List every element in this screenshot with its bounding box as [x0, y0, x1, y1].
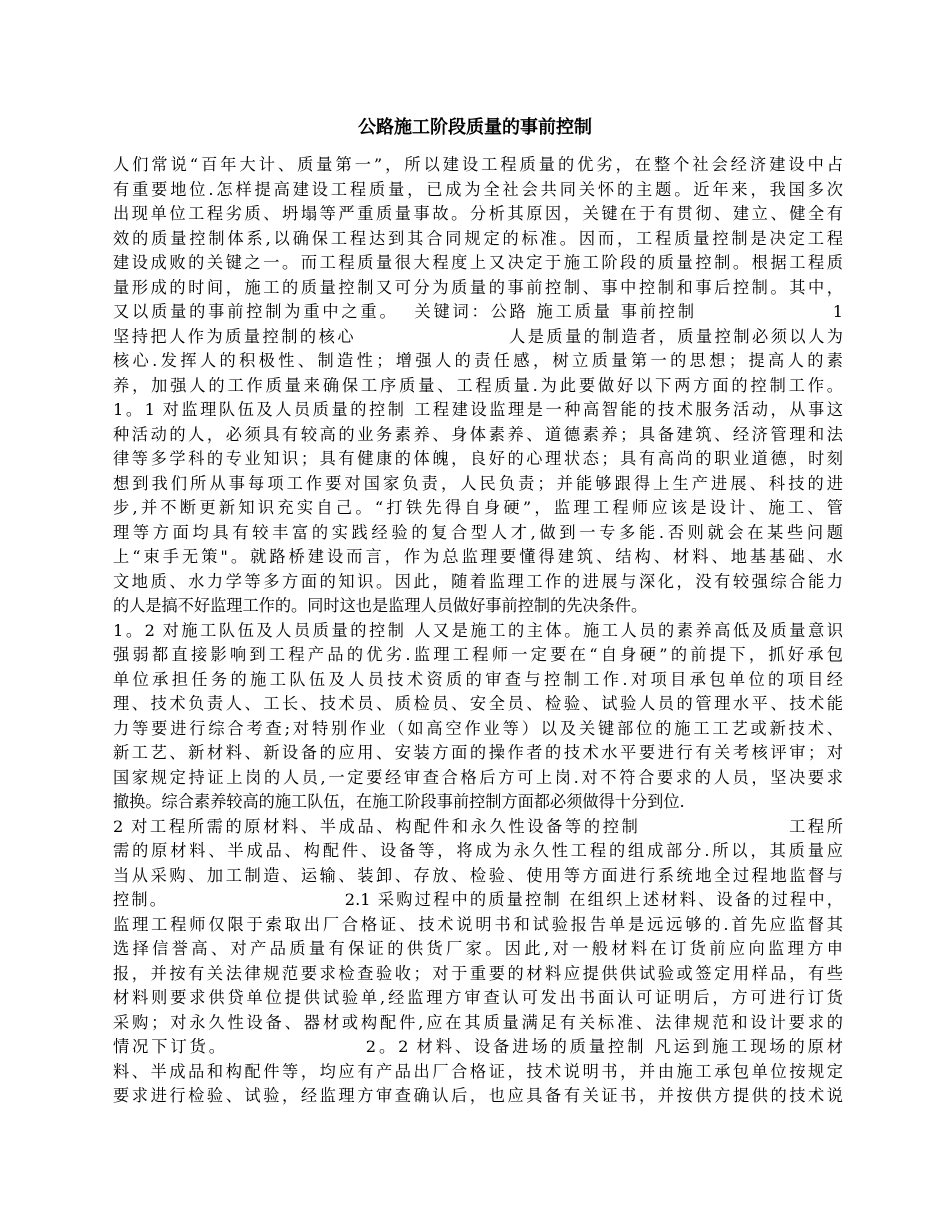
body-line: 料、半成品和构配件等，均应有产品出厂合格证，技术说明书，并由施工承包单位按规定	[113, 1061, 843, 1081]
body-line: 律等多学科的专业知识；具有健康的体魄，良好的心理状态；具有高尚的职业道德，时刻	[113, 449, 843, 468]
document-body	[113, 153, 843, 1109]
body-line: 材料则要求供贷单位提供试验单,经监理方审查认可发出书面认可证明后，方可进行订货	[113, 988, 843, 1007]
body-line: 效的质量控制体系,以确保工程达到其合同规定的标准。因而，工程质量控制是决定工程	[113, 228, 843, 248]
body-line: 理等方面均具有较丰富的实践经验的复合型人才,做到一专多能.否则就会在某些问题	[113, 522, 843, 542]
body-line: 种活动的人，必须具有较高的业务素养、身体素养、道德素养；具备建筑、经济管理和法	[113, 424, 843, 444]
body-line: 文地质、水力学等多方面的知识。因此，随着监理工作的进展与深化，没有较强综合能力	[113, 571, 843, 591]
body-line: 监理工程师仅限于索取出厂合格证、技术说明书和试验报告单是远远够的.首先应监督其	[113, 914, 843, 934]
body-line: 情况下订货。 2。2 材料、设备进场的质量控制 凡运到施工现场的原材	[113, 1037, 843, 1056]
body-line: 1。1 对监理队伍及人员质量的控制 工程建设监理是一种高智能的技术服务活动，从事这	[113, 400, 843, 419]
body-line: 需的原材料、半成品、构配件、设备等，将成为永久性工程的组成部分.所以，其质量应	[113, 841, 843, 860]
body-line: 上“束手无策"。就路桥建设而言，作为总监理要懂得建筑、结构、材料、地基基础、水	[113, 547, 843, 566]
body-line: 报，并按有关法律规范要求检查验收；对于重要的材料应提供供试验或签定用样品，有些	[113, 963, 843, 983]
body-line: 单位承担任务的施工队伍及人员技术资质的审查与控制工作.对项目承包单位的项目经	[113, 669, 843, 689]
body-line: 选择信誉高、对产品质量有保证的供货厂家。因此,对一般材料在订货前应向监理方申	[113, 939, 843, 958]
body-line: 量形成的时间，施工的质量控制又可分为质量的事前控制、事中控制和事后控制。其中，	[113, 277, 843, 297]
body-line: 2 对工程所需的原材料、半成品、构配件和永久性设备等的控制 工程所	[113, 816, 843, 836]
body-line: 核心.发挥人的积极性、制造性；增强人的责任感，树立质量第一的思想；提高人的素	[113, 351, 843, 370]
body-line: 1。2 对施工队伍及人员质量的控制 人又是施工的主体。施工人员的素养高低及质量意识	[113, 620, 843, 640]
body-line: 出现单位工程劣质、坍塌等严重质量事故。分析其原因，关键在于有贯彻、建立、健全有	[113, 204, 843, 223]
body-line: 力等要进行综合考查;对特别作业（如高空作业等）以及关键部位的施工工艺或新技术、	[113, 718, 843, 738]
body-line: 要求进行检验、试验，经监理方审查确认后，也应具备有关证书，并按供方提供的技术说	[113, 1086, 843, 1105]
body-line: 当从采购、加工制造、运输、装卸、存放、检验、使用等方面进行系统地全过程地监督与	[113, 865, 843, 885]
body-line: 建设成败的关键之一。而工程质量很大程度上又决定于施工阶段的质量控制。根据工程质	[113, 253, 843, 272]
body-line: 采购；对永久性设备、器材或构配件,应在其质量满足有关标准、法律规范和设计要求的	[113, 1012, 843, 1032]
body-line: 撤换。综合素养较高的施工队伍，在施工阶段事前控制方面都必须做得十分到位.	[113, 792, 685, 811]
body-line: 坚持把人作为质量控制的核心 人是质量的制造者，质量控制必须以人为	[113, 326, 843, 346]
body-line: 强弱都直接影响到工程产品的优劣.监理工程师一定要在“自身硬”的前提下，抓好承包	[113, 645, 843, 664]
body-line: 人们常说“百年大计、质量第一”，所以建设工程质量的优劣，在整个社会经济建设中占	[113, 155, 843, 174]
body-line: 养，加强人的工作质量来确保工序质量、工程质量.为此要做好以下两方面的控制工作。	[113, 375, 843, 395]
document-title: 公路施工阶段质量的事前控制	[358, 117, 592, 138]
body-line: 国家规定持证上岗的人员,一定要经审查合格后方可上岗.对不符合要求的人员，坚决要求	[113, 767, 843, 787]
body-line: 步,并不断更新知识充实自己。“打铁先得自身硬”，监理工程师应该是设计、施工、管	[113, 498, 843, 517]
body-line: 的人是搞不好监理工作的。同时这也是监理人员做好事前控制的先决条件。	[113, 596, 648, 615]
body-line: 理、技术负责人、工长、技术员、质检员、安全员、检验、试验人员的管理水平、技术能	[113, 694, 843, 713]
body-line: 控制。 2.1 采购过程中的质量控制 在组织上述材料、设备的过程中，	[113, 890, 843, 909]
body-line: 新工艺、新材料、新设备的应用、安装方面的操作者的技术水平要进行有关考核评审；对	[113, 743, 843, 762]
body-line: 有重要地位.怎样提高建设工程质量，已成为全社会共同关怀的主题。近年来，我国多次	[113, 179, 843, 199]
body-line: 又以质量的事前控制为重中之重。 关键词：公路 施工质量 事前控制 1	[113, 302, 843, 321]
body-line: 想到我们所从事每项工作要对国家负责，人民负责；并能够跟得上生产进展、科技的进	[113, 473, 843, 493]
